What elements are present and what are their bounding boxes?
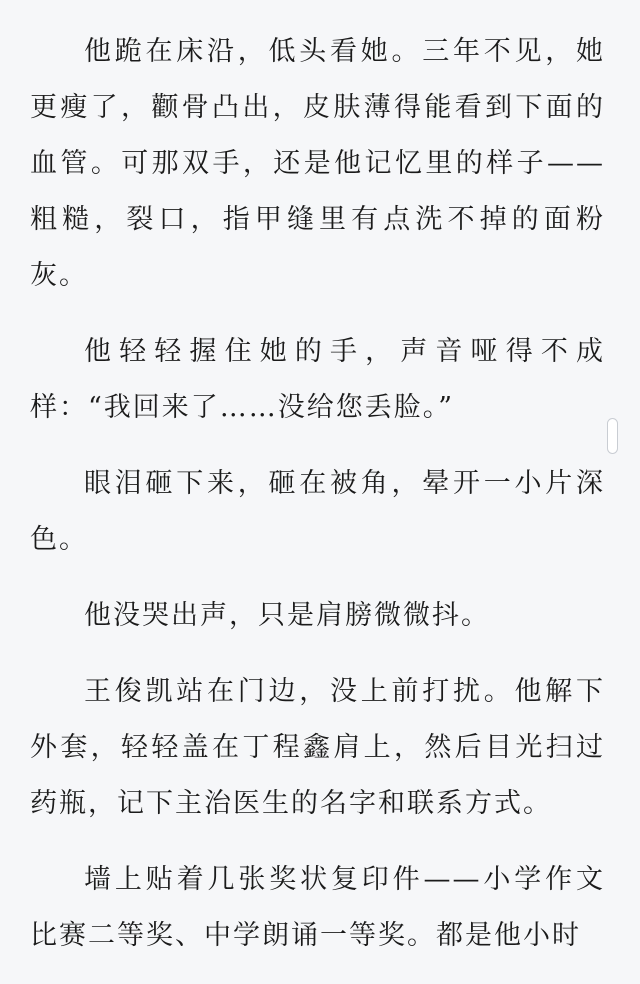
paragraph: 墙上贴着几张奖状复印件——小学作文比赛二等奖、中学朗诵一等奖。都是他小时 xyxy=(30,864,605,951)
paragraph: 他跪在床沿，低头看她。三年不见，她更瘦了，颧骨凸出，皮肤薄得能看到下面的血管。可那双手，还是他记忆里的样子——粗糙，裂口，指甲缝里有点洗不掉的面粉灰。 xyxy=(30,36,605,291)
paragraph: 眼泪砸下来，砸在被角，晕开一小片深色。 xyxy=(30,468,605,555)
paragraph: 他轻轻握住她的手，声音哑得不成样：“我回来了……没给您丢脸。” xyxy=(30,336,605,423)
article-body xyxy=(30,24,605,984)
paragraph: 王俊凯站在门边，没上前打扰。他解下外套，轻轻盖在丁程鑫肩上，然后目光扫过药瓶，记下主治医生的名字和联系方式。 xyxy=(30,676,605,819)
paragraph: 他没哭出声，只是肩膀微微抖。 xyxy=(84,600,490,631)
scrollbar-thumb[interactable] xyxy=(607,418,618,454)
